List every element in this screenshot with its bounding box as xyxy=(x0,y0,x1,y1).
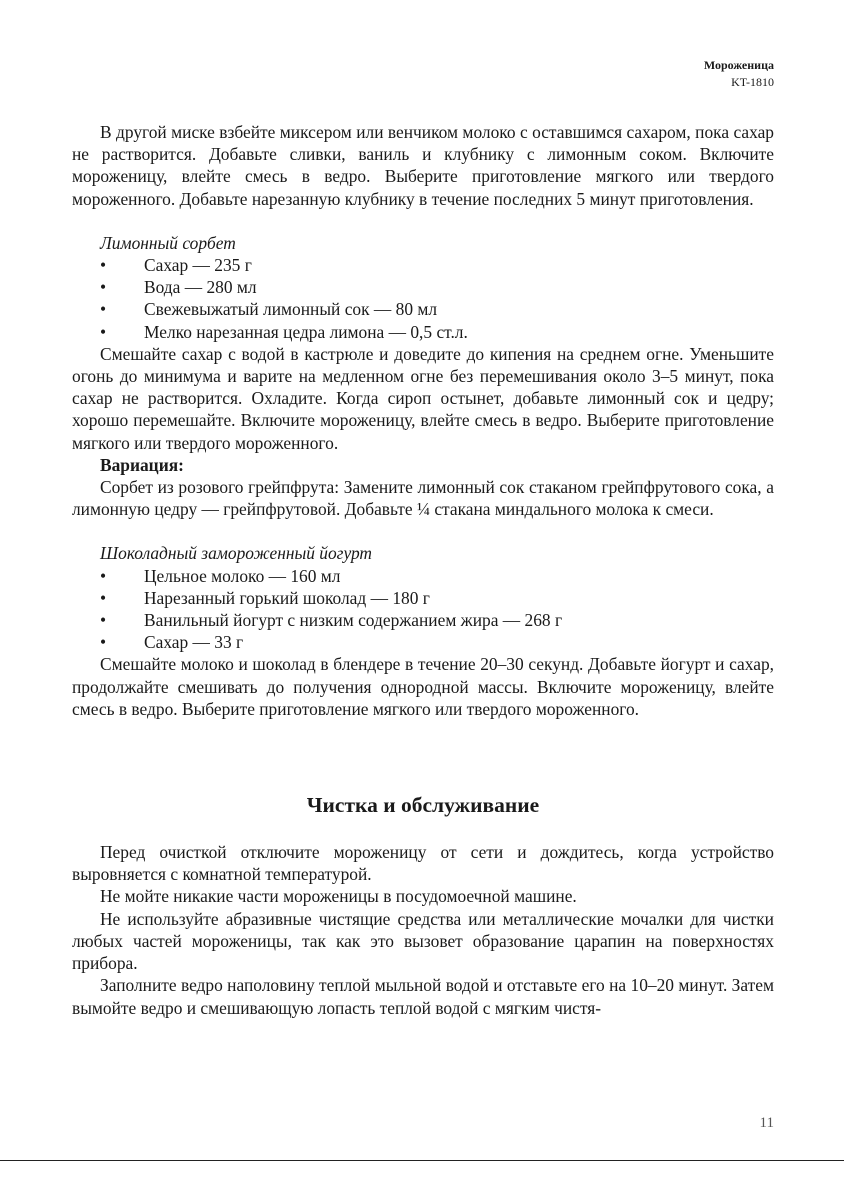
section-title: Чистка и обслуживание xyxy=(306,793,540,818)
header-model: KT-1810 xyxy=(731,75,774,89)
ingredient-item: • Свежевыжатый лимонный сок — 80 мл xyxy=(72,298,774,320)
variation-label: Вариация: xyxy=(100,454,184,475)
footer-divider xyxy=(0,1160,844,1161)
ingredient-item: • Сахар — 235 г xyxy=(72,254,774,276)
ingredient-item: • Нарезанный горький шоколад — 180 г xyxy=(72,587,774,609)
cleaning-section xyxy=(72,791,774,1019)
recipe-instructions: Смешайте молоко и шоколад в блендере в течение 20–30 секунд. Добавьте йогурт и сахар, продолжайте смешивать до получения однородной массы. Включите мороженицу, влейте смесь в ведро. Выберите приготовление мягкого или твердого мороженного. xyxy=(72,654,774,719)
ingredient-item: • Сахар — 33 г xyxy=(72,631,774,653)
cleaning-paragraph: Не мойте никакие части мороженицы в посудомоечной машине. xyxy=(100,886,577,907)
ingredient-item: • Цельное молоко — 160 мл xyxy=(72,565,774,587)
cleaning-paragraph: Не используйте абразивные чистящие средства или металлические мочалки для чистки любых частей мороженицы, так как это вызовет образование царапин на поверхностях прибора. xyxy=(72,908,774,974)
cleaning-paragraph: Заполните ведро наполовину теплой мыльной водой и отставьте его на 10–20 минут. Затем вымойте ведро и смешивающую лопасть теплой водой с мягким чистя- xyxy=(72,975,774,1018)
ingredient-item: • Мелко нарезанная цедра лимона — 0,5 ст.л. xyxy=(72,321,774,343)
variation-text: Сорбет из розового грейпфрута: Замените лимонный сок стаканом грейпфрутового сока, а лимонную цедру — грейпфрутовой. Добавьте ¼ стакана миндального молока к смеси. xyxy=(72,477,774,520)
page-number: 11 xyxy=(759,1115,774,1131)
page-header xyxy=(704,57,774,91)
recipe-lemon-sorbet xyxy=(72,232,774,521)
ingredient-item: • Вода — 280 мл xyxy=(72,276,774,298)
cleaning-paragraph: Перед очисткой отключите мороженицу от сети и дождитесь, когда устройство выровняется с комнатной температурой. xyxy=(72,842,774,885)
recipe-instructions: Смешайте сахар с водой в кастрюле и доведите до кипения на среднем огне. Уменьшите огонь до минимума и варите на медленном огне без перемешивания около 3–5 минут, пока сахар не растворится. Охладите. Когда сироп остынет, добавьте лимонный сок и цедру; хорошо перемешайте. Включите мороженицу, влейте смесь в ведро. Выберите приготовление мягкого или твердого мороженного. xyxy=(72,343,774,453)
intro-paragraph: В другой миске взбейте миксером или венчиком молоко с оставшимся сахаром, пока сахар не растворится. Добавьте сливки, ваниль и клубнику с лимонным соком. Включите мороженицу, влейте смесь в ведро. Выберите приготовление мягкого или твердого мороженного. Добавьте нарезанную клубнику в течение последних 5 минут приготовления. xyxy=(72,122,774,209)
ingredient-list xyxy=(72,565,774,654)
recipe-chocolate-yogurt xyxy=(72,542,774,720)
recipe-title: Лимонный сорбет xyxy=(100,232,236,253)
ingredient-item: • Ванильный йогурт с низким содержанием жира — 268 г xyxy=(72,609,774,631)
page-content xyxy=(72,121,774,1019)
header-title: Мороженица xyxy=(703,58,774,72)
recipe-title: Шоколадный замороженный йогурт xyxy=(100,543,372,564)
ingredient-list xyxy=(72,254,774,343)
